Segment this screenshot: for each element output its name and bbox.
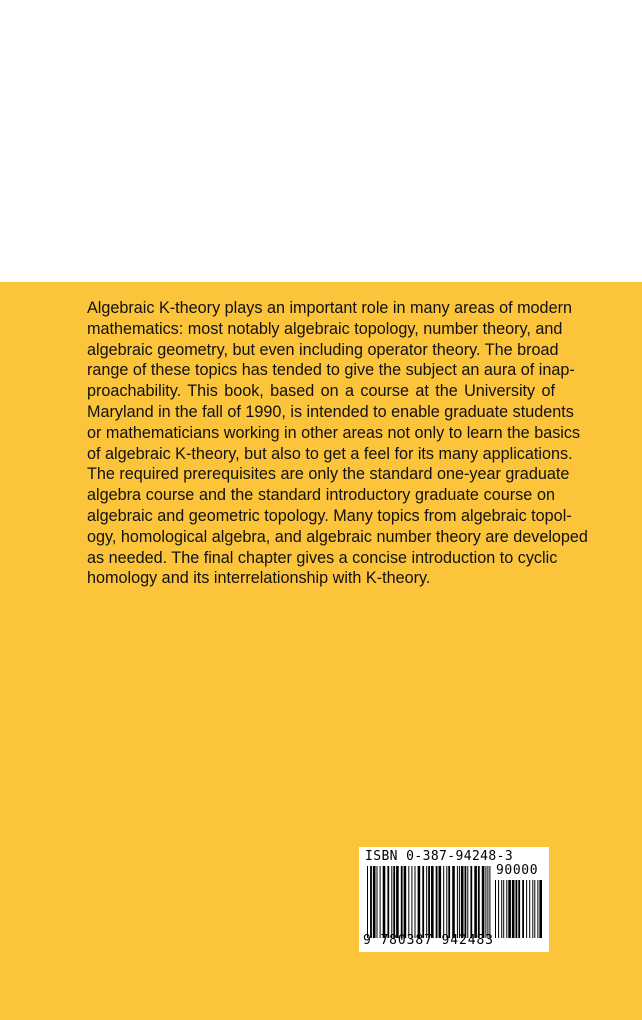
- barcode-bar: [408, 866, 409, 938]
- barcode-bar: [428, 866, 430, 938]
- barcode-bar: [474, 866, 477, 938]
- barcode-bar: [508, 880, 511, 938]
- barcode-bar: [367, 866, 368, 938]
- barcode-bar: [448, 866, 450, 938]
- ean-barcode-bars: [367, 866, 491, 938]
- barcode-bar: [465, 866, 467, 938]
- back-cover-blurb: [87, 298, 588, 589]
- barcode-bar: [418, 866, 421, 938]
- barcode-bar: [422, 866, 424, 938]
- barcode-bar: [452, 866, 455, 938]
- blurb-line: The required prerequisites are only the standard one-year graduate: [87, 465, 570, 484]
- barcode-bar: [467, 866, 468, 938]
- barcode-bar: [383, 866, 386, 938]
- barcode-bar: [439, 866, 442, 938]
- barcode-bar: [526, 880, 527, 938]
- barcode-bar: [489, 866, 490, 938]
- barcode-bar: [370, 866, 372, 938]
- barcode-bar: [393, 866, 395, 938]
- barcode-bar: [443, 866, 444, 938]
- barcode-bar: [506, 880, 507, 938]
- blurb-line: algebraic geometry, but even including operator theory. The broad: [87, 340, 559, 359]
- barcode-bar: [482, 866, 485, 938]
- blurb-line: homology and its interrelationship with K-theory.: [87, 569, 431, 588]
- barcode-bar: [461, 866, 464, 938]
- blurb-line: Algebraic K-theory plays an important role in many areas of modern: [87, 299, 572, 317]
- barcode-bar: [522, 880, 524, 938]
- barcode-bar: [436, 866, 438, 938]
- barcode-bar: [498, 880, 499, 938]
- blurb-line: proachability. This book, based on a course at the University of: [87, 382, 555, 401]
- barcode-bar: [518, 880, 520, 938]
- barcode-bar: [537, 880, 538, 938]
- barcode-bar: [485, 866, 486, 938]
- blurb-line: ogy, homological algebra, and algebraic number theory are developed: [87, 527, 588, 546]
- barcode-bar: [404, 866, 407, 938]
- barcode-bar: [459, 866, 460, 938]
- blurb-line: or mathematicians working in other areas not only to learn the basics: [87, 423, 581, 442]
- blurb-line: mathematics: most notably algebraic topology, number theory, and: [87, 319, 563, 338]
- barcode-bar: [532, 880, 533, 938]
- blurb-line: of algebraic K-theory, but also to get a feel for its many applications.: [87, 444, 573, 463]
- barcode-bar: [503, 880, 504, 938]
- barcode-bar: [478, 866, 480, 938]
- barcode-bar: [446, 866, 447, 938]
- barcode-bar: [373, 866, 376, 938]
- blurb-line: range of these topics has tended to give the subject an aura of inap-: [87, 361, 575, 380]
- barcode-bar: [415, 866, 416, 938]
- barcode-bar: [426, 866, 427, 938]
- barcode-bar: [512, 880, 515, 938]
- barcode-bar: [501, 880, 502, 938]
- blurb-line: Maryland in the fall of 1990, is intended to enable graduate students: [87, 402, 574, 421]
- barcode-bar: [470, 866, 472, 938]
- blurb-line: algebra course and the standard introductory graduate course on: [87, 486, 555, 505]
- barcode-bar: [411, 866, 412, 938]
- barcode-bar: [457, 866, 458, 938]
- price-code: 90000: [496, 863, 539, 878]
- barcode-bar: [387, 866, 389, 938]
- isbn-barcode: [359, 847, 549, 952]
- addon-barcode-bars: [495, 880, 545, 938]
- barcode-bar: [534, 880, 535, 938]
- barcode-bar: [377, 866, 378, 938]
- barcode-bar: [516, 880, 518, 938]
- blurb-line: algebraic and geometric topology. Many topics from algebraic topol-: [87, 506, 572, 525]
- barcode-bar: [495, 880, 496, 938]
- barcode-bar: [396, 866, 399, 938]
- isbn-number: ISBN 0-387-94248-3: [365, 849, 514, 864]
- barcode-bar: [401, 866, 403, 938]
- ean-number: 9 780387 942483: [363, 933, 494, 948]
- barcode-bar: [391, 866, 392, 938]
- blurb-line: as needed. The final chapter gives a concise introduction to cyclic: [87, 548, 558, 567]
- barcode-bar: [529, 880, 530, 938]
- barcode-bar: [539, 880, 542, 938]
- barcode-bar: [380, 866, 381, 938]
- barcode-bar: [431, 866, 434, 938]
- barcode-bar: [487, 866, 488, 938]
- cover-top-blank: [0, 0, 642, 282]
